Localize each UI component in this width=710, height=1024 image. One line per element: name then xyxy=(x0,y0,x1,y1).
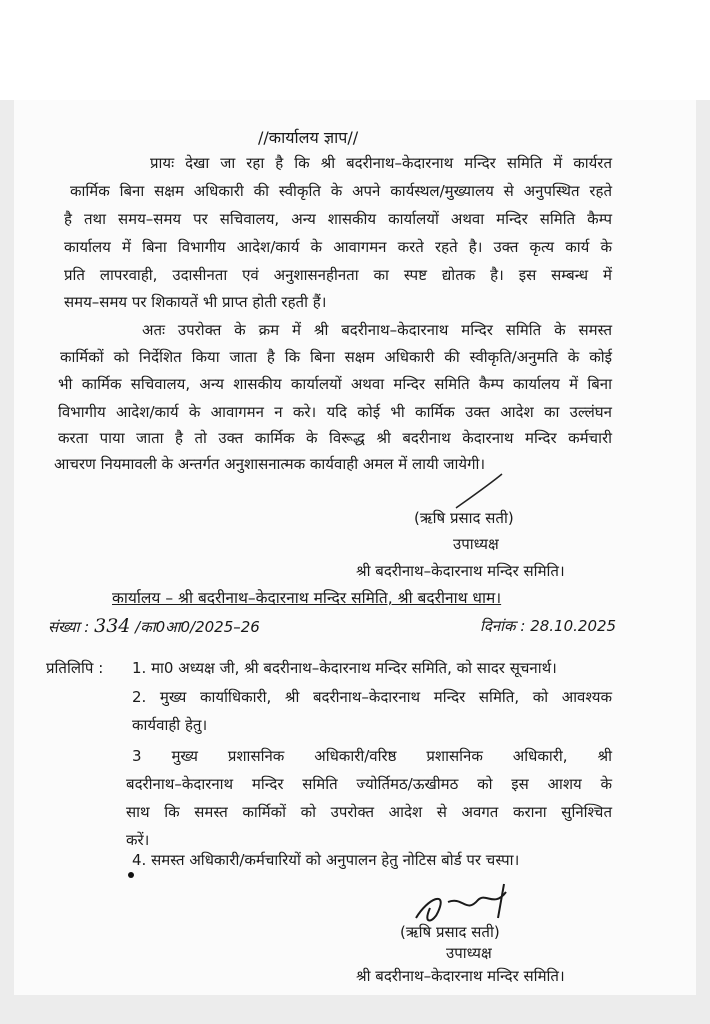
office-heading: कार्यालय – श्री बदरीनाथ–केदारनाथ मन्दिर समिति, श्री बदरीनाथ धाम। xyxy=(112,589,502,607)
reference-date xyxy=(480,616,616,636)
copy-item-1: 1. मा0 अध्यक्ष जी, श्री बदरीनाथ–केदारनाथ मन्दिर समिति, को सादर सूचनार्थ। xyxy=(132,659,557,677)
copy-item-3-cont: बदरीनाथ–केदारनाथ मन्दिर समिति ज्योर्तिमठ/ऊखीमठ को इस आशय के xyxy=(126,775,612,793)
reference-number-label: संख्या : xyxy=(48,618,90,636)
paragraph1-line: प्रति लापरवाही, उदासीनता एवं अनुशासनहीनता का स्पष्ट द्योतक है। इस सम्बन्ध में xyxy=(64,266,612,284)
reference-number-suffix: /का0आ0/2025–26 xyxy=(135,618,260,636)
paragraph1-line: कार्मिक बिना सक्षम अधिकारी की स्वीकृति के अपने कार्यस्थल/मुख्यालय से अनुपस्थित रहते xyxy=(70,182,612,200)
memo-title: //कार्यालय ज्ञाप// xyxy=(258,128,359,147)
paragraph2-line: विभागीय आदेश/कार्य के आवागमन न करे। यदि कोई भी कार्मिक उक्त आदेश का उल्लंघन xyxy=(58,403,612,421)
copy-to-label: प्रतिलिपि : xyxy=(46,659,104,677)
copy-item-3: 3 मुख्य प्रशासनिक अधिकारी/वरिष्ठ प्रशासनिक अधिकारी, श्री xyxy=(132,747,612,765)
copy-item-2-cont: कार्यवाही हेतु। xyxy=(132,716,208,734)
date-value: 28.10.2025 xyxy=(530,617,617,635)
signatory2-designation: उपाध्यक्ष xyxy=(446,944,492,962)
signatory2-name: (ऋषि प्रसाद सती) xyxy=(400,923,500,941)
signatory-designation: उपाध्यक्ष xyxy=(453,535,499,553)
signatory2-organization: श्री बदरीनाथ–केदारनाथ मन्दिर समिति। xyxy=(356,967,565,985)
top-margin xyxy=(0,0,710,100)
signature-stroke-1 xyxy=(450,470,510,510)
signatory-name: (ऋषि प्रसाद सती) xyxy=(414,509,514,527)
paragraph2-line: कार्मिकों को निर्देशित किया जाता है कि बिना सक्षम अधिकारी की स्वीकृति/अनुमति के कोई xyxy=(60,348,612,366)
copy-item-4: 4. समस्त अधिकारी/कर्मचारियों को अनुपालन हेतु नोटिस बोर्ड पर चस्पा। xyxy=(132,851,520,869)
copy-item-2: 2. मुख्य कार्याधिकारी, श्री बदरीनाथ–केदारनाथ मन्दिर समिति, को आवश्यक xyxy=(132,688,612,706)
paragraph1-line: है तथा समय–समय पर सचिवालय, अन्य शासकीय कार्यालयों अथवा मन्दिर समिति कैम्प xyxy=(64,210,612,228)
paragraph1-line: कार्यालय में बिना विभागीय आदेश/कार्य के आवागमन करते रहते है। उक्त कृत्य कार्य के xyxy=(64,238,612,256)
paragraph1-line: प्रायः देखा जा रहा है कि श्री बदरीनाथ–केदारनाथ मन्दिर समिति में कार्यरत xyxy=(150,154,612,172)
bullet-mark xyxy=(128,872,134,878)
paragraph1-line: समय–समय पर शिकायतें भी प्राप्त होती रहती हैं। xyxy=(64,293,327,311)
paragraph2-line: भी कार्मिक सचिवालय, अन्य शासकीय कार्यालयों अथवा मन्दिर समिति कैम्प कार्यालय में बिना xyxy=(58,375,612,393)
signatory-organization: श्री बदरीनाथ–केदारनाथ मन्दिर समिति। xyxy=(356,562,565,580)
paragraph2-line: आचरण नियमावली के अन्तर्गत अनुशासनात्मक कार्यवाही अमल में लायी जायेगी। xyxy=(54,455,486,473)
copy-item-3-cont: साथ कि समस्त कार्मिकों को उपरोक्त आदेश से अवगत कराना सुनिश्चित xyxy=(126,803,612,821)
paragraph2-line: अतः उपरोक्त के क्रम में श्री बदरीनाथ–केदारनाथ मन्दिर समिति के समस्त xyxy=(142,321,612,339)
paragraph2-line: करता पाया जाता है तो उक्त कार्मिक के विरूद्ध श्री बदरीनाथ केदारनाथ मन्दिर कर्मचारी xyxy=(58,429,612,447)
copy-item-3-cont: करें। xyxy=(126,831,150,849)
reference-number-handwritten: 334 xyxy=(94,615,131,637)
reference-number xyxy=(48,616,260,637)
date-label: दिनांक : xyxy=(480,617,526,635)
